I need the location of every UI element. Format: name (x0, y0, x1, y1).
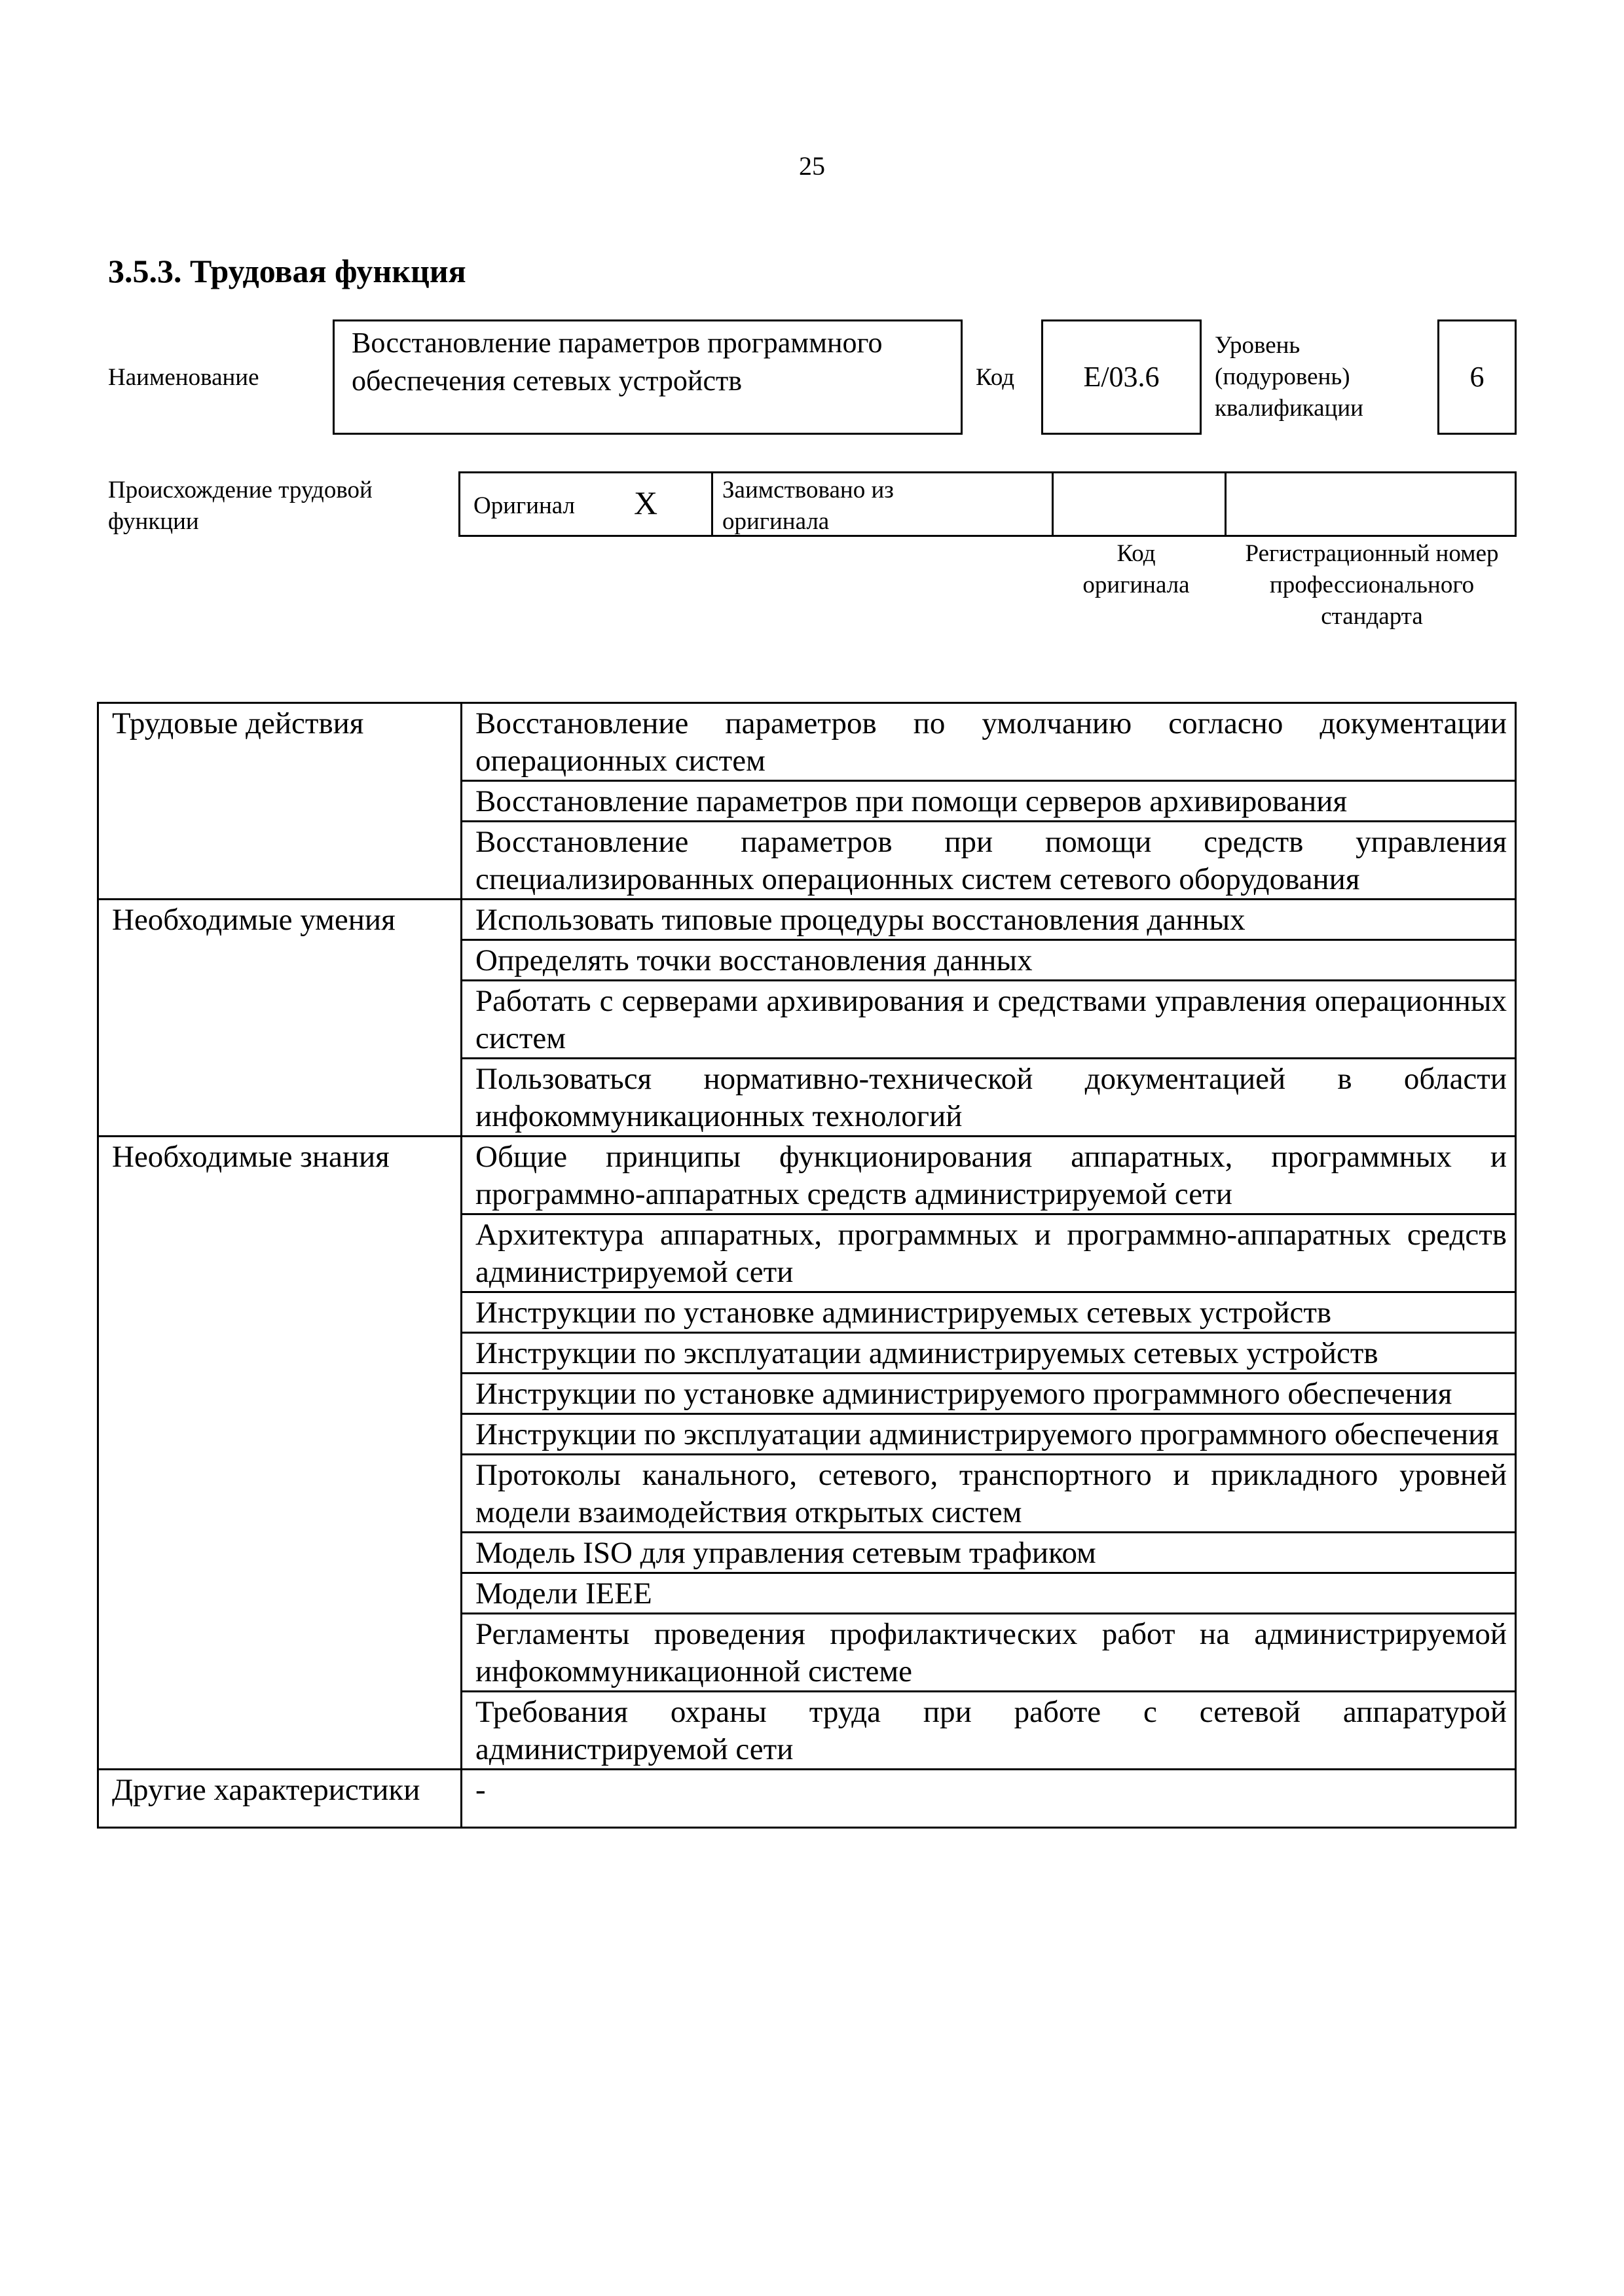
requirements-table (97, 702, 1517, 1829)
section-label-actions: Трудовые действия (98, 703, 462, 900)
table-cell: Инструкции по эксплуатации администрируемого программного обеспечения (462, 1414, 1516, 1455)
name-label: Наименование (108, 364, 259, 391)
origin-divider-1 (711, 473, 713, 535)
table-cell: Восстановление параметров при помощи средств управления специализированных операционных систем сетевого оборудования (462, 822, 1516, 900)
table-cell: Инструкции по установке администрируемого программного обеспечения (462, 1374, 1516, 1414)
page-number: 25 (799, 151, 825, 181)
origin-label: Происхождение трудовой функции (108, 477, 373, 535)
table-cell: Требования охраны труда при работе с сетевой аппаратурой администрируемой сети (462, 1692, 1516, 1770)
original-label: Оригинал (473, 492, 576, 519)
table-cell: Пользоваться нормативно-технической документацией в области инфокоммуникационных технологий (462, 1059, 1516, 1137)
original-code-caption: Код оригинала (1082, 540, 1190, 598)
table-cell: Общие принципы функционирования аппаратных, программных и программно-аппаратных средств администрируемой сети (462, 1137, 1516, 1214)
table-cell: Работать с серверами архивирования и средствами управления операционных систем (462, 981, 1516, 1059)
origin-divider-3 (1225, 473, 1227, 535)
table-cell: Определять точки восстановления данных (462, 940, 1516, 981)
table-cell: Использовать типовые процедуры восстановления данных (462, 900, 1516, 940)
table-row (98, 1137, 1516, 1214)
table-row (98, 703, 1516, 781)
table-row (98, 900, 1516, 940)
section-label-knowledge: Необходимые знания (98, 1137, 462, 1770)
table-row (98, 1770, 1516, 1828)
table-cell: Протоколы канального, сетевого, транспортного и прикладного уровней модели взаимодействия открытых систем (462, 1455, 1516, 1533)
level-label: Уровень (подуровень) квалификации (1215, 332, 1363, 422)
origin-divider-2 (1052, 473, 1054, 535)
section-title: 3.5.3. Трудовая функция (108, 253, 466, 289)
level-value: 6 (1469, 361, 1485, 393)
table-cell: - (462, 1770, 1516, 1828)
table-cell: Модель ISO для управления сетевым трафиком (462, 1533, 1516, 1573)
table-cell: Модели IEEE (462, 1573, 1516, 1614)
origin-box (458, 471, 1517, 537)
reg-number-caption: Регистрационный номер профессионального стандарта (1245, 540, 1499, 630)
table-cell: Архитектура аппаратных, программных и программно-аппаратных средств администрируемой сети (462, 1214, 1516, 1292)
level-box (1437, 319, 1517, 435)
table-cell: Регламенты проведения профилактических работ на администрируемой инфокоммуникационной системе (462, 1614, 1516, 1692)
borrowed-label: Заимствовано из оригинала (722, 477, 894, 535)
section-label-other: Другие характеристики (98, 1770, 462, 1828)
table-cell: Восстановление параметров при помощи серверов архивирования (462, 781, 1516, 822)
function-name-box (333, 319, 963, 435)
original-mark: X (634, 484, 658, 521)
code-value: E/03.6 (1083, 361, 1160, 393)
function-name-value: Восстановление параметров программного обеспечения сетевых устройств (352, 327, 883, 397)
table-cell: Восстановление параметров по умолчанию согласно документации операционных систем (462, 703, 1516, 781)
code-label: Код (976, 364, 1015, 391)
table-cell: Инструкции по эксплуатации администрируемых сетевых устройств (462, 1333, 1516, 1374)
section-label-skills: Необходимые умения (98, 900, 462, 1137)
table-cell: Инструкции по установке администрируемых сетевых устройств (462, 1292, 1516, 1333)
code-box (1041, 319, 1202, 435)
